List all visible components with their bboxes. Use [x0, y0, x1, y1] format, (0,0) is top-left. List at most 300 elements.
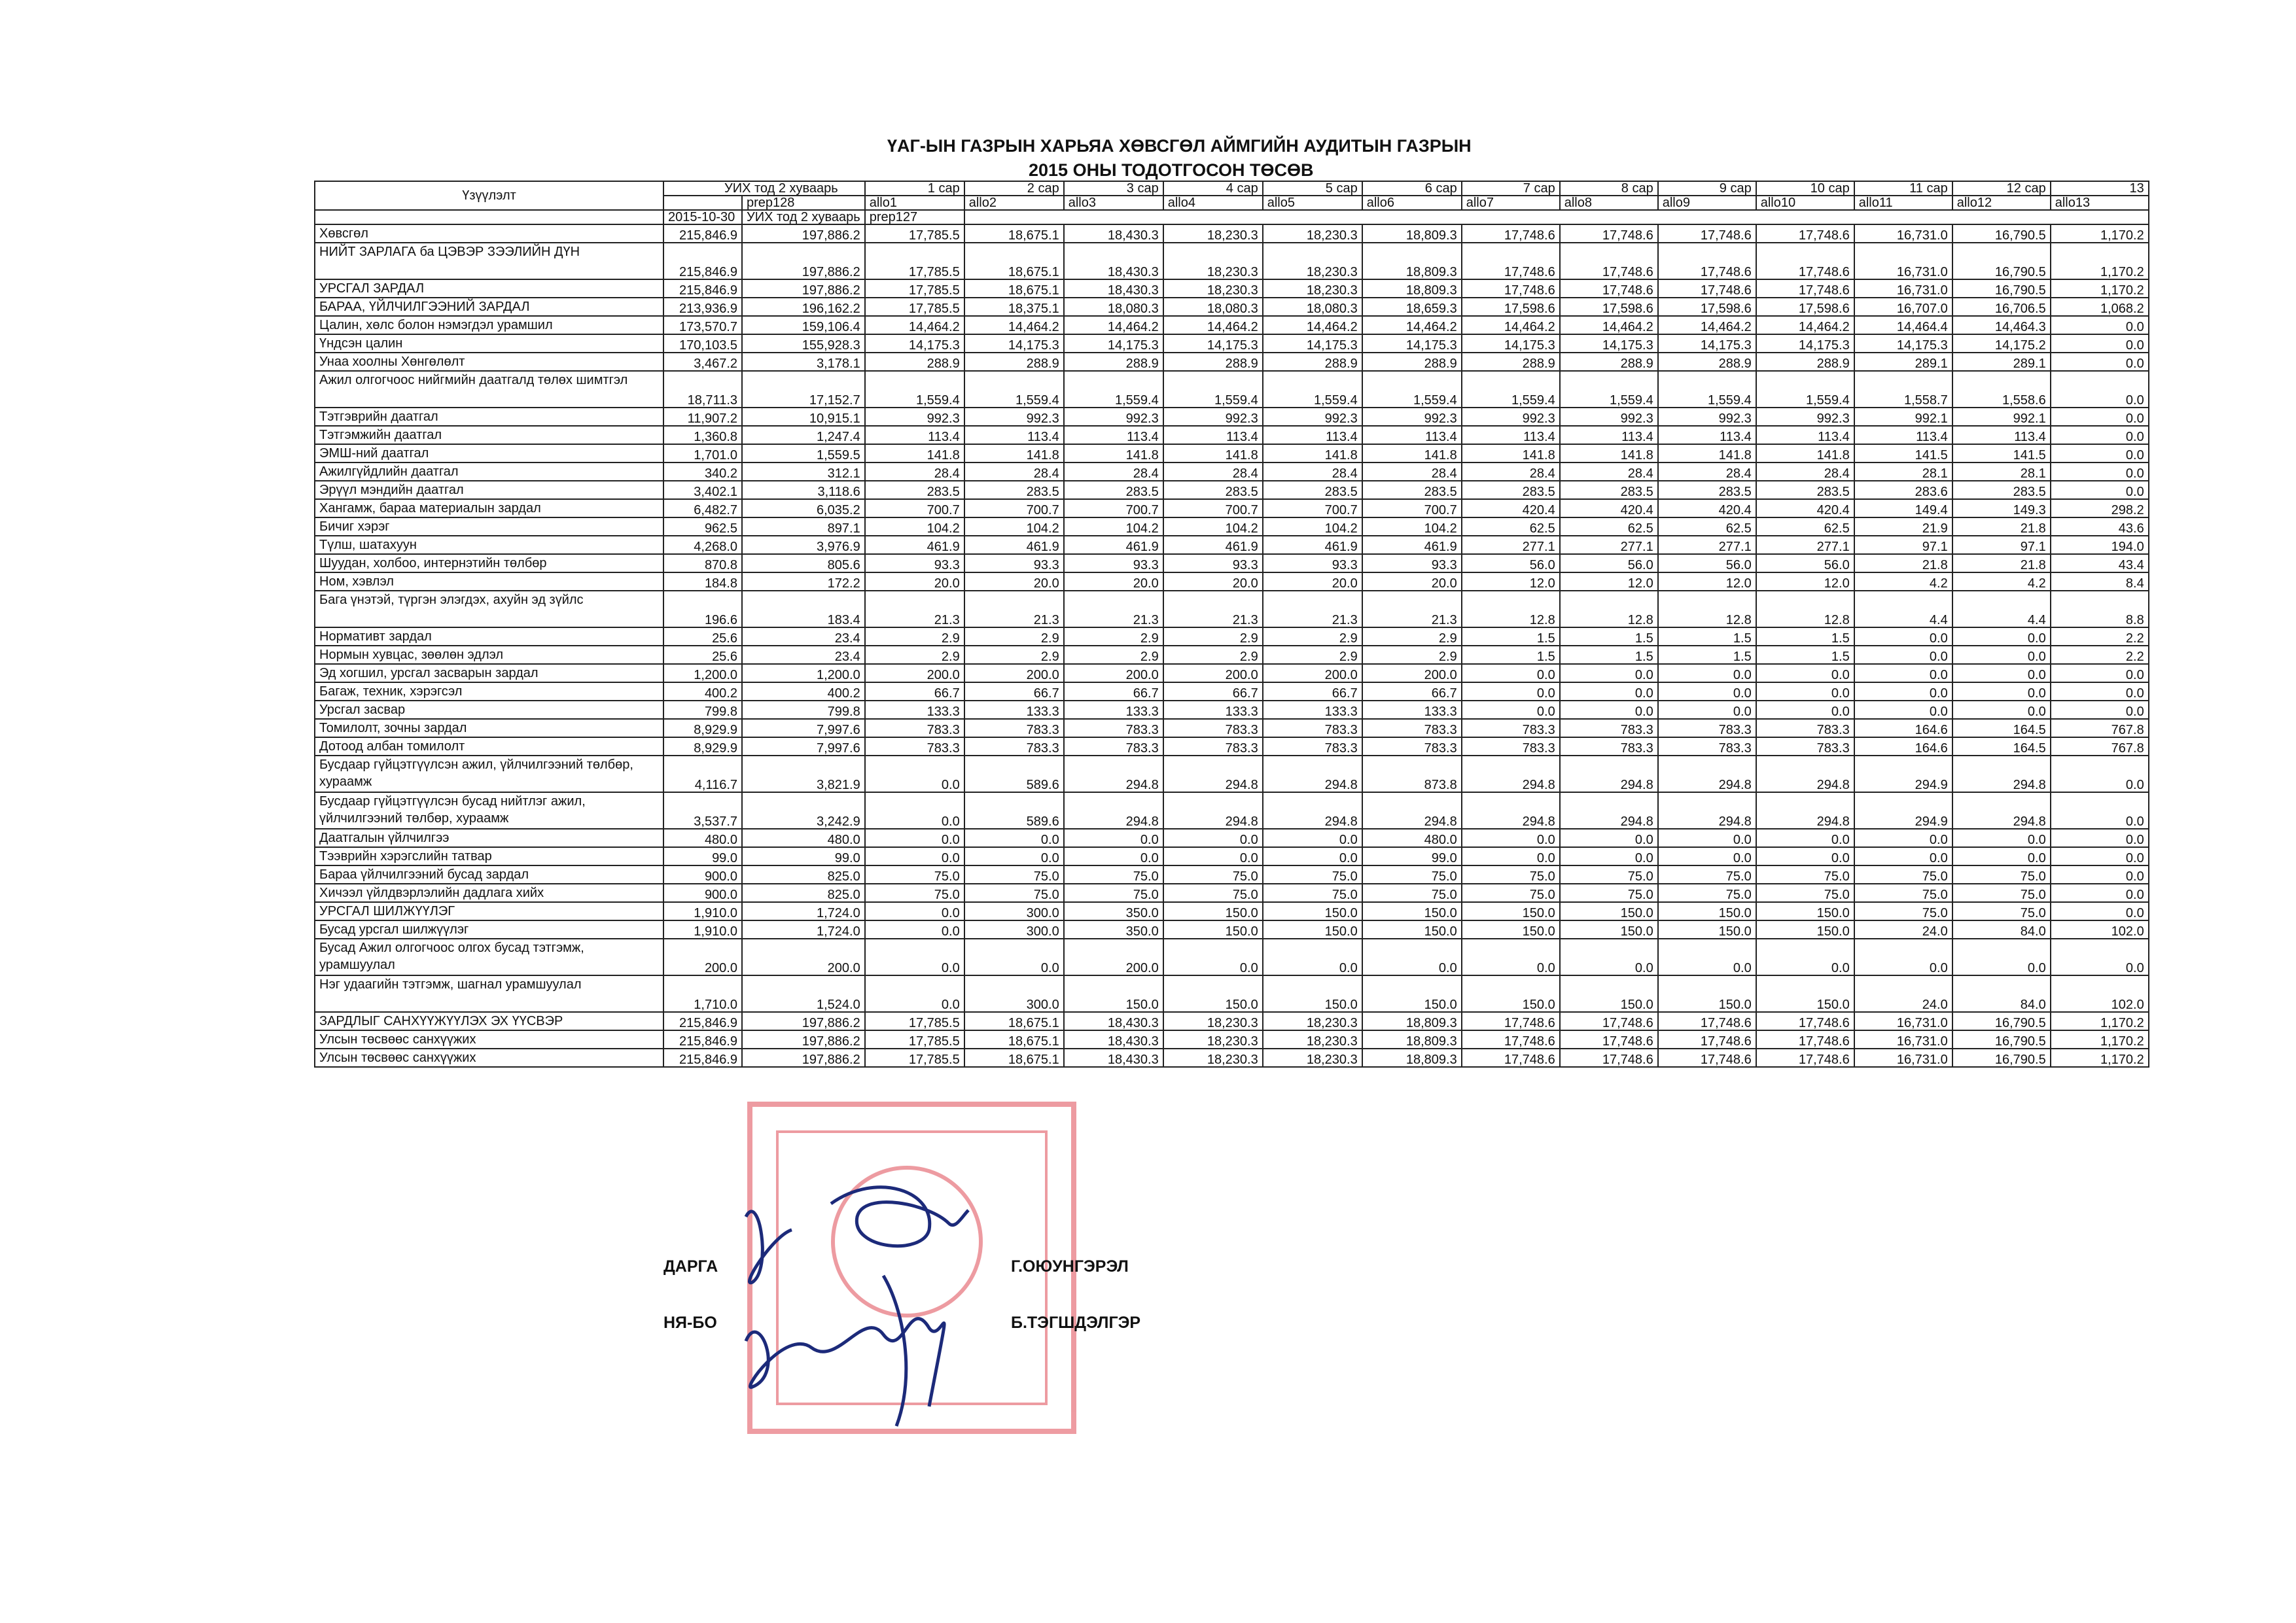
value-cell: 0.0 [1756, 939, 1854, 975]
value-cell: 1,559.4 [964, 371, 1064, 408]
table-row [315, 664, 2149, 682]
value-cell: 294.8 [1952, 792, 2051, 829]
row-label: Бараа үйлчилгээний бусад зардал [315, 865, 663, 884]
value-cell: 113.4 [1163, 426, 1263, 444]
value-cell: 102.0 [2051, 920, 2149, 939]
value-cell: 3,821.9 [742, 756, 865, 792]
row-label: Хөвсгөл [315, 224, 663, 243]
value-cell: 283.5 [1362, 481, 1462, 499]
value-cell: 84.0 [1952, 920, 2051, 939]
value-cell: 113.4 [865, 426, 964, 444]
row-label: ЭМШ-ний даатгал [315, 444, 663, 462]
value-cell: 0.0 [2051, 371, 2149, 408]
table-row [315, 829, 2149, 847]
value-cell: 150.0 [1756, 920, 1854, 939]
value-cell: 84.0 [1952, 975, 2051, 1012]
header-cell: 2015-10-30 [663, 210, 742, 224]
value-cell: 0.0 [1462, 682, 1560, 701]
document-title-line1: ҮАГ-ЫН ГАЗРЫН ХАРЬЯА ХӨВСГӨЛ АЙМГИЙН АУДИТЫН ГАЗРЫН [887, 136, 1472, 156]
value-cell: 2.2 [2051, 627, 2149, 646]
value-cell: 18,809.3 [1362, 243, 1462, 279]
value-cell: 141.8 [1163, 444, 1263, 462]
value-cell: 1,170.2 [2051, 1012, 2149, 1030]
value-cell: 0.0 [2051, 462, 2149, 481]
header-cell: 13 [2051, 181, 2149, 196]
value-cell: 783.3 [1263, 737, 1362, 756]
value-cell: 18,230.3 [1263, 1049, 1362, 1067]
value-cell: 197,886.2 [742, 279, 865, 298]
value-cell: 0.0 [1952, 939, 2051, 975]
value-cell: 12.8 [1658, 591, 1756, 627]
value-cell: 0.0 [2051, 481, 2149, 499]
table-row [315, 517, 2149, 536]
value-cell: 783.3 [1756, 737, 1854, 756]
value-cell: 17,748.6 [1756, 279, 1854, 298]
value-cell: 1,559.4 [865, 371, 964, 408]
value-cell: 0.0 [1658, 664, 1756, 682]
value-cell: 783.3 [1064, 737, 1163, 756]
value-cell: 18,430.3 [1064, 243, 1163, 279]
value-cell: 93.3 [1263, 554, 1362, 572]
value-cell: 288.9 [1064, 353, 1163, 371]
value-cell: 294.8 [1263, 792, 1362, 829]
value-cell: 589.6 [964, 756, 1064, 792]
value-cell: 12.0 [1658, 572, 1756, 591]
value-cell: 4.4 [1854, 591, 1952, 627]
value-cell: 28.4 [1462, 462, 1560, 481]
value-cell: 0.0 [1854, 939, 1952, 975]
value-cell: 300.0 [964, 920, 1064, 939]
value-cell: 294.8 [1163, 756, 1263, 792]
value-cell: 17,748.6 [1560, 224, 1658, 243]
value-cell: 900.0 [663, 865, 742, 884]
value-cell: 14,464.2 [964, 316, 1064, 334]
value-cell: 20.0 [865, 572, 964, 591]
value-cell: 18,230.3 [1263, 1030, 1362, 1049]
value-cell: 0.0 [2051, 902, 2149, 920]
value-cell: 783.3 [1462, 737, 1560, 756]
value-cell: 97.1 [1952, 536, 2051, 554]
value-cell: 1,724.0 [742, 902, 865, 920]
row-label: Бусдаар гүйцэтгүүлсэн бусад нийтлэг ажил, үйлчилгээний төлбөр, хураамж [315, 792, 663, 829]
value-cell: 4.2 [1952, 572, 2051, 591]
value-cell: 294.8 [1560, 792, 1658, 829]
value-cell: 75.0 [1163, 865, 1263, 884]
value-cell: 283.5 [1163, 481, 1263, 499]
value-cell: 783.3 [964, 719, 1064, 737]
value-cell: 150.0 [1263, 975, 1362, 1012]
value-cell: 14,175.3 [1064, 334, 1163, 353]
value-cell: 104.2 [865, 517, 964, 536]
value-cell: 104.2 [1064, 517, 1163, 536]
value-cell: 783.3 [964, 737, 1064, 756]
value-cell: 294.8 [1163, 792, 1263, 829]
value-cell: 277.1 [1658, 536, 1756, 554]
value-cell: 420.4 [1756, 499, 1854, 517]
value-cell: 288.9 [1263, 353, 1362, 371]
value-cell: 3,242.9 [742, 792, 865, 829]
value-cell: 1,559.4 [1263, 371, 1362, 408]
value-cell: 66.7 [1263, 682, 1362, 701]
value-cell: 289.1 [1952, 353, 2051, 371]
value-cell: 0.0 [1163, 939, 1263, 975]
value-cell: 16,790.5 [1952, 243, 2051, 279]
value-cell: 200.0 [1263, 664, 1362, 682]
value-cell: 75.0 [865, 865, 964, 884]
value-cell: 350.0 [1064, 902, 1163, 920]
value-cell: 0.0 [2051, 865, 2149, 884]
value-cell: 75.0 [1560, 884, 1658, 902]
value-cell: 150.0 [1263, 920, 1362, 939]
value-cell: 56.0 [1560, 554, 1658, 572]
value-cell: 294.9 [1854, 792, 1952, 829]
table-row [315, 426, 2149, 444]
value-cell: 2.9 [865, 627, 964, 646]
value-cell: 18,430.3 [1064, 224, 1163, 243]
value-cell: 75.0 [1658, 865, 1756, 884]
value-cell: 150.0 [1658, 920, 1756, 939]
table-row [315, 939, 2149, 975]
value-cell: 1,559.4 [1658, 371, 1756, 408]
value-cell: 294.8 [1756, 756, 1854, 792]
value-cell: 289.1 [1854, 353, 1952, 371]
header-cell: allo10 [1756, 196, 1854, 210]
value-cell: 992.1 [1854, 408, 1952, 426]
value-cell: 141.5 [1952, 444, 2051, 462]
value-cell: 17,785.5 [865, 224, 964, 243]
header-cell: prep127 [865, 210, 964, 224]
header-cell: 5 сар [1263, 181, 1362, 196]
value-cell: 16,731.0 [1854, 1030, 1952, 1049]
value-cell: 0.0 [2051, 829, 2149, 847]
value-cell: 141.5 [1854, 444, 1952, 462]
value-cell: 1,170.2 [2051, 1030, 2149, 1049]
value-cell: 0.0 [2051, 444, 2149, 462]
value-cell: 14,464.2 [1756, 316, 1854, 334]
header-cell: 6 сар [1362, 181, 1462, 196]
value-cell: 17,748.6 [1658, 279, 1756, 298]
value-cell: 28.4 [865, 462, 964, 481]
value-cell: 350.0 [1064, 920, 1163, 939]
table-row [315, 298, 2149, 316]
row-label: Нормативт зардал [315, 627, 663, 646]
value-cell: 197,886.2 [742, 1049, 865, 1067]
value-cell: 56.0 [1658, 554, 1756, 572]
value-cell: 992.3 [1462, 408, 1560, 426]
value-cell: 21.9 [1854, 517, 1952, 536]
value-cell: 283.5 [1462, 481, 1560, 499]
table-row [315, 884, 2149, 902]
value-cell: 14,464.2 [1163, 316, 1263, 334]
value-cell: 14,464.3 [1952, 316, 2051, 334]
value-cell: 0.0 [865, 975, 964, 1012]
value-cell: 150.0 [1163, 975, 1263, 1012]
value-cell: 28.4 [1362, 462, 1462, 481]
value-cell: 340.2 [663, 462, 742, 481]
value-cell: 141.8 [1756, 444, 1854, 462]
table-row [315, 920, 2149, 939]
value-cell: 150.0 [1462, 975, 1560, 1012]
table-row [315, 847, 2149, 865]
value-cell: 283.5 [1756, 481, 1854, 499]
header-cell: 1 сар [865, 181, 964, 196]
value-cell: 294.8 [1658, 792, 1756, 829]
value-cell: 133.3 [1064, 701, 1163, 719]
table-row [315, 499, 2149, 517]
header-cell: 8 сар [1560, 181, 1658, 196]
value-cell: 113.4 [1064, 426, 1163, 444]
value-cell: 141.8 [865, 444, 964, 462]
value-cell: 17,748.6 [1462, 1049, 1560, 1067]
value-cell: 0.0 [964, 939, 1064, 975]
value-cell: 18,080.3 [1263, 298, 1362, 316]
value-cell: 783.3 [1263, 719, 1362, 737]
value-cell: 7,997.6 [742, 719, 865, 737]
value-cell: 16,790.5 [1952, 1030, 2051, 1049]
row-label: Тэтгэмжийн даатгал [315, 426, 663, 444]
value-cell: 18,711.3 [663, 371, 742, 408]
value-cell: 17,152.7 [742, 371, 865, 408]
value-cell: 75.0 [1756, 865, 1854, 884]
value-cell: 21.8 [1952, 554, 2051, 572]
row-label: ЗАРДЛЫГ САНХҮҮЖҮҮЛЭХ ЭХ ҮҮСВЭР [315, 1012, 663, 1030]
value-cell: 43.4 [2051, 554, 2149, 572]
value-cell: 93.3 [964, 554, 1064, 572]
value-cell: 133.3 [865, 701, 964, 719]
value-cell: 992.3 [865, 408, 964, 426]
value-cell: 1,068.2 [2051, 298, 2149, 316]
value-cell: 17,748.6 [1658, 224, 1756, 243]
value-cell: 14,464.2 [1658, 316, 1756, 334]
table-row [315, 865, 2149, 884]
row-label: Ном, хэвлэл [315, 572, 663, 591]
value-cell: 1,559.4 [1462, 371, 1560, 408]
value-cell: 0.0 [865, 847, 964, 865]
header-cell: УИХ тод 2 хуваарь [663, 181, 865, 196]
value-cell: 783.3 [1362, 737, 1462, 756]
value-cell: 18,230.3 [1263, 224, 1362, 243]
value-cell: 288.9 [1658, 353, 1756, 371]
value-cell: 150.0 [1163, 902, 1263, 920]
value-cell: 283.5 [1658, 481, 1756, 499]
value-cell: 17,748.6 [1658, 1012, 1756, 1030]
value-cell: 16,731.0 [1854, 1012, 1952, 1030]
value-cell: 16,707.0 [1854, 298, 1952, 316]
value-cell: 200.0 [1064, 664, 1163, 682]
value-cell: 6,482.7 [663, 499, 742, 517]
value-cell: 277.1 [1560, 536, 1658, 554]
value-cell: 18,675.1 [964, 224, 1064, 243]
value-cell: 480.0 [1362, 829, 1462, 847]
value-cell: 0.0 [2051, 884, 2149, 902]
value-cell: 200.0 [865, 664, 964, 682]
value-cell: 294.8 [1756, 792, 1854, 829]
value-cell: 283.5 [865, 481, 964, 499]
value-cell: 75.0 [1952, 884, 2051, 902]
table-row [315, 737, 2149, 756]
value-cell: 17,785.5 [865, 279, 964, 298]
value-cell: 25.6 [663, 627, 742, 646]
value-cell: 0.0 [1952, 627, 2051, 646]
header-cell: allo12 [1952, 196, 2051, 210]
value-cell: 21.3 [1263, 591, 1362, 627]
row-label: Түлш, шатахуун [315, 536, 663, 554]
table-row [315, 243, 2149, 279]
value-cell: 294.8 [1362, 792, 1462, 829]
row-label: Хичээл үйлдвэрлэлийн дадлага хийх [315, 884, 663, 902]
table-row [315, 481, 2149, 499]
value-cell: 480.0 [663, 829, 742, 847]
value-cell: 18,675.1 [964, 1030, 1064, 1049]
value-cell: 1,170.2 [2051, 243, 2149, 279]
value-cell: 783.3 [1756, 719, 1854, 737]
value-cell: 215,846.9 [663, 1030, 742, 1049]
value-cell: 21.3 [1163, 591, 1263, 627]
value-cell: 0.0 [1756, 682, 1854, 701]
value-cell: 66.7 [964, 682, 1064, 701]
value-cell: 589.6 [964, 792, 1064, 829]
value-cell: 283.5 [1263, 481, 1362, 499]
value-cell: 767.8 [2051, 737, 2149, 756]
value-cell: 20.0 [1263, 572, 1362, 591]
value-cell: 2.2 [2051, 646, 2149, 664]
value-cell: 113.4 [1462, 426, 1560, 444]
value-cell: 17,598.6 [1756, 298, 1854, 316]
value-cell: 75.0 [1658, 884, 1756, 902]
row-label: Ажилгүйдлийн даатгал [315, 462, 663, 481]
table-row [315, 591, 2149, 627]
value-cell: 18,230.3 [1163, 1030, 1263, 1049]
table-row [315, 279, 2149, 298]
value-cell: 150.0 [1560, 920, 1658, 939]
table-row [315, 371, 2149, 408]
value-cell: 25.6 [663, 646, 742, 664]
value-cell: 75.0 [1854, 884, 1952, 902]
value-cell: 288.9 [964, 353, 1064, 371]
value-cell: 277.1 [1756, 536, 1854, 554]
value-cell: 196,162.2 [742, 298, 865, 316]
row-label: Үндсэн цалин [315, 334, 663, 353]
value-cell: 0.0 [1952, 646, 2051, 664]
value-cell: 12.0 [1462, 572, 1560, 591]
value-cell: 294.8 [1462, 792, 1560, 829]
value-cell: 197,886.2 [742, 243, 865, 279]
value-cell: 75.0 [1362, 865, 1462, 884]
value-cell: 992.3 [1362, 408, 1462, 426]
value-cell: 75.0 [1560, 865, 1658, 884]
header-cell: 10 сар [1756, 181, 1854, 196]
value-cell: 17,748.6 [1462, 279, 1560, 298]
value-cell: 283.5 [964, 481, 1064, 499]
value-cell: 294.8 [1064, 756, 1163, 792]
value-cell: 75.0 [1362, 884, 1462, 902]
value-cell: 173,570.7 [663, 316, 742, 334]
value-cell: 113.4 [1854, 426, 1952, 444]
value-cell: 288.9 [1462, 353, 1560, 371]
value-cell: 3,118.6 [742, 481, 865, 499]
value-cell: 14,175.3 [1263, 334, 1362, 353]
value-cell: 133.3 [964, 701, 1064, 719]
value-cell: 1,701.0 [663, 444, 742, 462]
value-cell: 75.0 [865, 884, 964, 902]
value-cell: 1,170.2 [2051, 1049, 2149, 1067]
value-cell: 93.3 [1362, 554, 1462, 572]
value-cell: 75.0 [1263, 865, 1362, 884]
value-cell: 461.9 [1163, 536, 1263, 554]
value-cell: 0.0 [1756, 829, 1854, 847]
value-cell: 14,464.2 [1462, 316, 1560, 334]
value-cell: 825.0 [742, 884, 865, 902]
value-cell: 1.5 [1658, 627, 1756, 646]
value-cell: 16,790.5 [1952, 224, 2051, 243]
value-cell: 14,175.3 [1362, 334, 1462, 353]
value-cell: 14,175.3 [1854, 334, 1952, 353]
value-cell: 0.0 [1854, 701, 1952, 719]
value-cell: 0.0 [2051, 664, 2149, 682]
value-cell: 17,785.5 [865, 298, 964, 316]
value-cell: 20.0 [964, 572, 1064, 591]
row-label: Нормын хувцас, зөөлөн эдлэл [315, 646, 663, 664]
value-cell: 133.3 [1362, 701, 1462, 719]
value-cell: 150.0 [1064, 975, 1163, 1012]
header-cell [315, 210, 663, 224]
header-cell: allo8 [1560, 196, 1658, 210]
value-cell: 66.7 [1362, 682, 1462, 701]
value-cell: 97.1 [1854, 536, 1952, 554]
value-cell: 14,175.2 [1952, 334, 2051, 353]
table-row [315, 353, 2149, 371]
value-cell: 0.0 [1952, 847, 2051, 865]
value-cell: 294.8 [1462, 756, 1560, 792]
value-cell: 17,598.6 [1462, 298, 1560, 316]
value-cell: 150.0 [1658, 902, 1756, 920]
value-cell: 2.9 [964, 627, 1064, 646]
value-cell: 4.4 [1952, 591, 2051, 627]
value-cell: 10,915.1 [742, 408, 865, 426]
value-cell: 93.3 [1064, 554, 1163, 572]
value-cell: 1.5 [1658, 646, 1756, 664]
header-cell: allo11 [1854, 196, 1952, 210]
value-cell: 159,106.4 [742, 316, 865, 334]
value-cell: 0.0 [2051, 316, 2149, 334]
value-cell: 141.8 [1064, 444, 1163, 462]
value-cell: 0.0 [2051, 939, 2149, 975]
value-cell: 102.0 [2051, 975, 2149, 1012]
row-label: Багаж, техник, хэрэгсэл [315, 682, 663, 701]
value-cell: 461.9 [1263, 536, 1362, 554]
value-cell: 215,846.9 [663, 1012, 742, 1030]
value-cell: 16,731.0 [1854, 224, 1952, 243]
value-cell: 283.5 [1952, 481, 2051, 499]
value-cell: 2.9 [1362, 646, 1462, 664]
value-cell: 24.0 [1854, 920, 1952, 939]
value-cell: 75.0 [1952, 865, 2051, 884]
value-cell: 150.0 [1462, 902, 1560, 920]
value-cell: 18,230.3 [1163, 1012, 1263, 1030]
table-row [315, 1049, 2149, 1067]
value-cell: 873.8 [1362, 756, 1462, 792]
value-cell: 461.9 [964, 536, 1064, 554]
value-cell: 18,809.3 [1362, 1030, 1462, 1049]
value-cell: 18,430.3 [1064, 1030, 1163, 1049]
header-cell [964, 210, 2149, 224]
value-cell: 141.8 [1560, 444, 1658, 462]
value-cell: 18,375.1 [964, 298, 1064, 316]
value-cell: 2.9 [865, 646, 964, 664]
value-cell: 17,785.5 [865, 243, 964, 279]
value-cell: 150.0 [1756, 902, 1854, 920]
value-cell: 12.0 [1560, 572, 1658, 591]
